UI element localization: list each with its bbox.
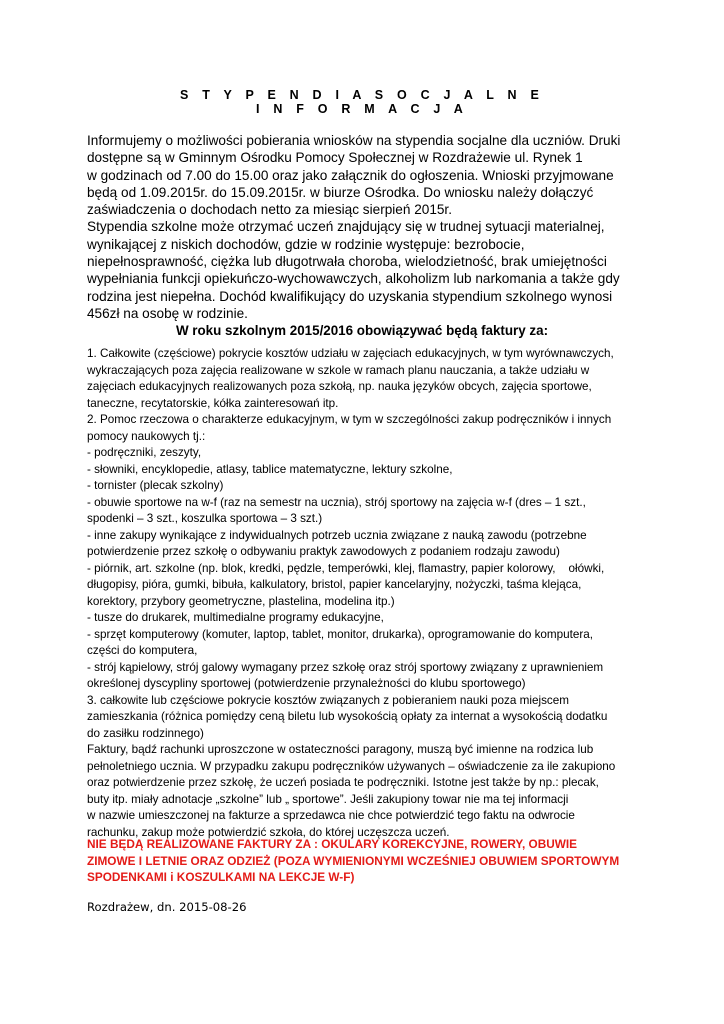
list-line: spodenki – 3 szt., koszulka sportowa – 3 szt.): [87, 512, 323, 525]
list-line: - inne zakupy wynikające z indywidualnych potrzeb ucznia związane z nauką zawodu (potrzebne: [87, 528, 587, 542]
list-line: 3. całkowite lub częściowe pokrycie kosztów związanych z pobieraniem nauki poza miejscem: [87, 693, 569, 707]
list-line: - sprzęt komputerowy (komuter, laptop, tablet, monitor, drukarka), oprogramowanie do komputera,: [87, 627, 594, 641]
list-line: 2. Pomoc rzeczowa o charakterze edukacyjnym, w tym w szczególności zakup podręczników i innych: [87, 413, 612, 426]
intro-line: Informujemy o możliwości pobierania wniosków na stypendia socjalne dla uczniów. Druki: [87, 133, 621, 148]
intro-line: niepełnosprawność, ciężka lub długotrwała choroba, wielodzietność, brak umiejętności: [87, 254, 607, 270]
list-line: do zasiłku rodzinnego): [87, 726, 204, 740]
list-line: potwierdzenie przez szkołę o odbywaniu praktyk zawodowych z podaniem rodzaju zawodu): [87, 545, 560, 558]
intro-line: rodzina jest niepełna. Dochód kwalifikujący do uzyskania stypendium szkolnego wynosi: [87, 288, 613, 304]
intro-line: Stypendia szkolne może otrzymać uczeń znajdujący się w trudnej sytuacji materialnej,: [87, 219, 605, 235]
section-heading: W roku szkolnym 2015/2016 obowiązywać będą faktury za:: [175, 323, 549, 338]
list-line: Faktury, bądź rachunki uproszczone w ostateczności paragony, muszą być imienne na rodzica lub: [87, 743, 594, 756]
list-line: - tornister (plecak szkolny): [87, 479, 224, 492]
notice-line: ZIMOWE I LETNIE ORAZ ODZIEŻ (POZA WYMIENIONYMI WCZEŚNIEJ OBUWIEM SPORTOWYM: [87, 853, 620, 868]
intro-line: będą od 1.09.2015r. do 15.09.2015r. w biurze Ośrodka. Do wniosku należy dołączyć: [87, 184, 594, 200]
list-line: - tusze do drukarek, multimedialne programy edukacyjne,: [87, 611, 384, 624]
intro-line: wypełniania funkcji opiekuńczo-wychowawczych, alkoholizm lub narkomania a także gdy: [87, 271, 620, 287]
intro-line: wynikającej z niskich dochodów, gdzie w rodzinie występuje: bezrobocie,: [87, 236, 525, 252]
title-line-2: I N F O R M A C J A: [256, 102, 468, 116]
list-line: - słowniki, encyklopedie, atlasy, tablice matematyczne, lektury szkolne,: [87, 462, 453, 476]
exclusions-notice: [87, 836, 647, 886]
list-line: wykraczających poza zajęcia realizowane w szkole w ramach planu nauczania, a także udziału w: [87, 363, 590, 377]
list-line: określonej dyscypliny sportowej (potwierdzenie przynależności do klubu sportowego): [87, 677, 526, 690]
eligible-expenses-list: [87, 346, 647, 841]
intro-line: w godzinach od 7.00 do 15.00 oraz jako załącznik do ogłoszenia. Wnioski przyjmowane: [87, 167, 614, 183]
notice-line: SPODENKAMI i KOSZULKAMI NA LEKCJE W-F): [87, 870, 355, 884]
list-line: w nazwie umieszczonej na fakturze a sprzedawca nie chce potwierdzić tego faktu na odwrocie: [87, 809, 575, 822]
list-line: korektory, przybory geometryczne, plastelina, modelina itp.): [87, 594, 395, 608]
list-line: - obuwie sportowe na w-f (raz na semestr na ucznia), strój sportowy na zajęcia w-f (dres – 1 szt.,: [87, 495, 586, 509]
title-line-1: S T Y P E N D I A S O C J A L N E: [179, 88, 544, 102]
list-line: taneczne, recytatorskie, kółka zainteresowań itp.: [87, 396, 339, 410]
intro-line: zaświadczenia o dochodach netto za miesiąc sierpień 2015r.: [87, 202, 452, 218]
intro-paragraph: [87, 132, 647, 322]
intro-line: dostępne są w Gminnym Ośrodku Pomocy Społecznej w Rozdrażewie ul. Rynek 1: [87, 150, 583, 166]
list-line: buty itp. miały adnotacje „szkolne” lub „ sportowe”. Jeśli zakupiony towar nie ma tej informacji: [87, 792, 569, 806]
list-line: zamieszkania (różnica pomiędzy ceną biletu lub wysokością opłaty za internat a wysokością dodatku: [87, 710, 608, 723]
list-line: długopisy, pióra, gumki, bibuła, kalkulatory, bristol, papier kancelaryjny, nożyczki, taśma klejąca,: [87, 578, 582, 591]
intro-line: 456zł na osobę w rodzinie.: [87, 305, 248, 321]
list-line: - podręczniki, zeszyty,: [87, 446, 202, 459]
list-line: 1. Całkowite (częściowe) pokrycie kosztów udziału w zajęciach edukacyjnych, w tym wyrównawczych,: [87, 347, 614, 360]
list-line: - piórnik, art. szkolne (np. blok, kredki, pędzle, temperówki, klej, flamastry, papier kolorowy, ołówki,: [87, 561, 605, 575]
list-line: części do komputera,: [87, 644, 198, 657]
list-line: - strój kąpielowy, strój galowy wymagany przez szkołę oraz strój sportowy związany z uprawnieniem: [87, 660, 604, 674]
list-line: pomocy naukowych tj.:: [87, 429, 206, 443]
list-line: rachunku, zakup może potwierdzić szkoła, do której uczęszcza uczeń.: [87, 825, 450, 839]
notice-line: NIE BĘDĄ REALIZOWANE FAKTURY ZA : OKULARY KOREKCYJNE, ROWERY, OBUWIE: [87, 837, 578, 851]
place-and-date: Rozdrażew, dn. 2015-08-26: [87, 900, 247, 914]
list-line: zajęciach edukacyjnych realizowanych poza szkołą, np. nauka języków obcych, zajęcia sportowe,: [87, 380, 592, 393]
list-line: pełnoletniego ucznia. W przypadku zakupu podręczników używanych – oświadczenie za ile zakupiono: [87, 759, 616, 773]
list-line: oraz potwierdzenie przez szkołę, że uczeń posiada te podręczniki. Istotne jest także by np.: plecak,: [87, 776, 599, 789]
